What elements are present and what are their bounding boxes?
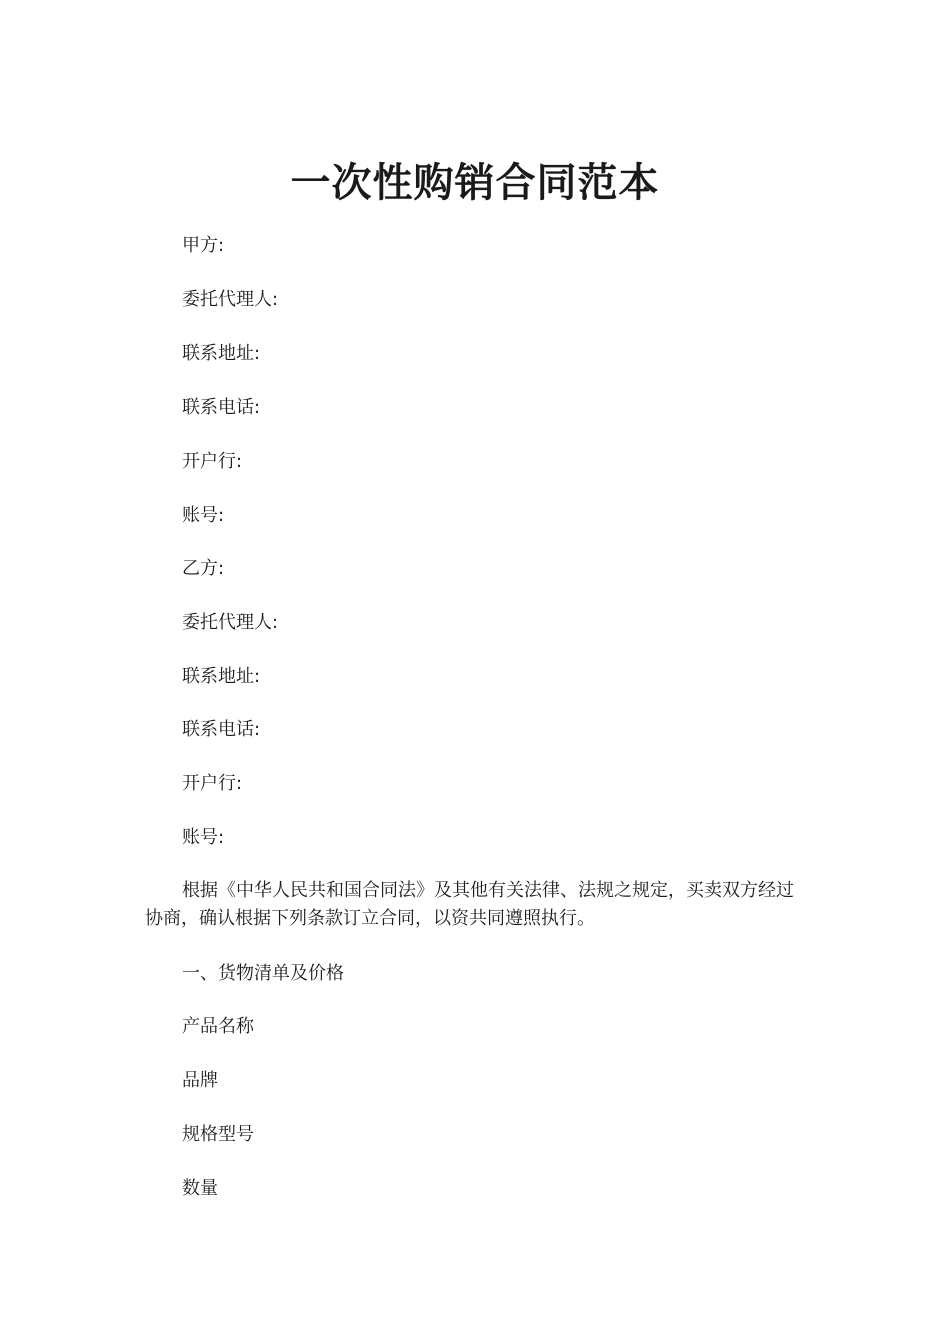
party-b-agent-label: 委托代理人: bbox=[182, 612, 279, 633]
party-b-phone-label: 联系电话: bbox=[182, 719, 261, 740]
party-b-name-label: 乙方: bbox=[182, 558, 225, 579]
party-a-agent-label: 委托代理人: bbox=[182, 289, 279, 310]
party-b-bank-label: 开户行: bbox=[182, 773, 243, 794]
field-brand: 品牌 bbox=[182, 1070, 218, 1091]
field-quantity: 数量 bbox=[182, 1178, 218, 1199]
party-a-account-label: 账号: bbox=[182, 505, 225, 526]
party-a-phone-label: 联系电话: bbox=[182, 397, 261, 418]
party-b-address-label: 联系地址: bbox=[182, 666, 261, 687]
field-product-name: 产品名称 bbox=[182, 1016, 254, 1037]
party-a-address-label: 联系地址: bbox=[182, 343, 261, 364]
section-1-heading: 一、货物清单及价格 bbox=[182, 963, 344, 984]
preamble-paragraph: 根据《中华人民共和国合同法》及其他有关法律、法规之规定，买卖双方经过协商，确认根据下列条款订立合同，以资共同遵照执行。 bbox=[145, 880, 794, 929]
party-b-account-label: 账号: bbox=[182, 827, 225, 848]
party-a-bank-label: 开户行: bbox=[182, 451, 243, 472]
field-model: 规格型号 bbox=[182, 1124, 254, 1145]
document-title: 一次性购销合同范本 bbox=[290, 160, 660, 206]
party-a-name-label: 甲方: bbox=[182, 235, 225, 256]
